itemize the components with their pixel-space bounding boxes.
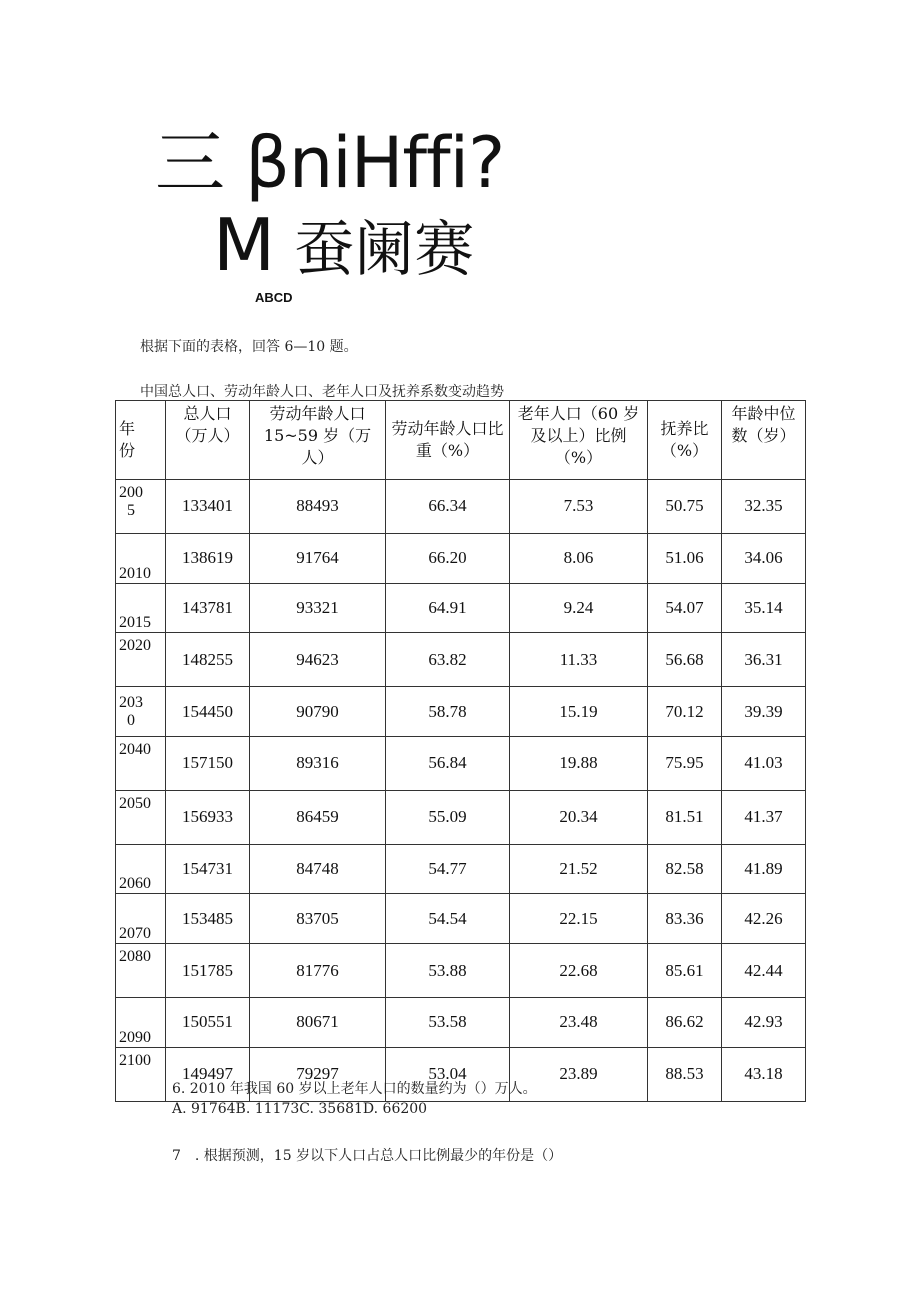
elderly-share-cell: 23.89 (510, 1047, 648, 1101)
elderly-share-cell: 11.33 (510, 633, 648, 687)
question-7: 7 . 根据预测，15 岁以下人口占总人口比例最少的年份是（） (172, 1148, 563, 1164)
header-labor-share: 劳动年龄人口比重（%） (386, 401, 510, 480)
labor-share-cell: 58.78 (386, 687, 510, 737)
labor-cell: 88493 (250, 480, 386, 534)
year-cell: 2080 (116, 944, 166, 998)
median-age-cell: 34.06 (722, 533, 806, 583)
year-cell: 2010 (116, 533, 166, 583)
year-cell: 2070 (116, 894, 166, 944)
table-header-row (116, 401, 806, 480)
dependency-cell: 70.12 (648, 687, 722, 737)
total-cell: 157150 (166, 736, 250, 790)
year-cell: 2090 (116, 997, 166, 1047)
total-cell: 150551 (166, 997, 250, 1047)
median-age-cell: 41.37 (722, 790, 806, 844)
dependency-cell: 82.58 (648, 844, 722, 894)
document-heading-line2 (213, 203, 475, 287)
dependency-cell: 51.06 (648, 533, 722, 583)
table-row (116, 944, 806, 998)
table-row (116, 790, 806, 844)
dependency-cell: 83.36 (648, 894, 722, 944)
total-cell: 154731 (166, 844, 250, 894)
labor-cell: 89316 (250, 736, 386, 790)
total-cell: 153485 (166, 894, 250, 944)
elderly-share-cell: 15.19 (510, 687, 648, 737)
labor-cell: 81776 (250, 944, 386, 998)
labor-cell: 86459 (250, 790, 386, 844)
header-median-age: 年龄中位数（岁） (722, 401, 806, 480)
heading-subtitle: ABCD (255, 290, 293, 305)
total-cell: 151785 (166, 944, 250, 998)
table-row (116, 894, 806, 944)
median-age-cell: 42.44 (722, 944, 806, 998)
labor-cell: 83705 (250, 894, 386, 944)
labor-cell: 94623 (250, 633, 386, 687)
labor-share-cell: 64.91 (386, 583, 510, 633)
median-age-cell: 36.31 (722, 633, 806, 687)
dependency-cell: 56.68 (648, 633, 722, 687)
year-cell: 2060 (116, 844, 166, 894)
dependency-cell: 86.62 (648, 997, 722, 1047)
table-row (116, 533, 806, 583)
table-row (116, 687, 806, 737)
header-total-population: 总人口（万人） (166, 401, 250, 480)
dependency-cell: 88.53 (648, 1047, 722, 1101)
labor-cell: 91764 (250, 533, 386, 583)
total-cell: 133401 (166, 480, 250, 534)
dependency-cell: 85.61 (648, 944, 722, 998)
median-age-cell: 42.93 (722, 997, 806, 1047)
total-cell: 138619 (166, 533, 250, 583)
header-labor-population: 劳动年龄人口 15~59 岁（万人） (250, 401, 386, 480)
question-6: 6. 2010 年我国 60 岁以上老年人口的数量约为（）万人。 (172, 1081, 537, 1097)
header-dependency-ratio: 抚养比（%） (648, 401, 722, 480)
total-cell: 148255 (166, 633, 250, 687)
labor-cell: 93321 (250, 583, 386, 633)
total-cell: 154450 (166, 687, 250, 737)
header-elderly-share: 老年人口（60 岁及以上）比例（%） (510, 401, 648, 480)
elderly-share-cell: 22.68 (510, 944, 648, 998)
year-cell: 2005 (116, 480, 166, 534)
labor-share-cell: 54.77 (386, 844, 510, 894)
year-cell: 2100 (116, 1047, 166, 1101)
labor-share-cell: 66.34 (386, 480, 510, 534)
table-caption: 中国总人口、劳动年龄人口、老年人口及抚养系数变动趋势 (140, 384, 504, 400)
header-year: 年份 (116, 401, 166, 480)
elderly-share-cell: 21.52 (510, 844, 648, 894)
labor-share-cell: 53.58 (386, 997, 510, 1047)
median-age-cell: 41.03 (722, 736, 806, 790)
median-age-cell: 43.18 (722, 1047, 806, 1101)
table-row (116, 480, 806, 534)
table-row (116, 633, 806, 687)
labor-cell: 80671 (250, 997, 386, 1047)
elderly-share-cell: 9.24 (510, 583, 648, 633)
heading-line2-text: 蚕阑赛 (275, 215, 475, 285)
population-table (115, 400, 806, 1102)
year-cell: 2050 (116, 790, 166, 844)
labor-cell: 84748 (250, 844, 386, 894)
labor-share-cell: 53.88 (386, 944, 510, 998)
elderly-share-cell: 20.34 (510, 790, 648, 844)
labor-share-cell: 66.20 (386, 533, 510, 583)
median-age-cell: 35.14 (722, 583, 806, 633)
dependency-cell: 50.75 (648, 480, 722, 534)
table-row (116, 844, 806, 894)
labor-share-cell: 56.84 (386, 736, 510, 790)
year-cell: 2020 (116, 633, 166, 687)
labor-share-cell: 54.54 (386, 894, 510, 944)
dependency-cell: 81.51 (648, 790, 722, 844)
median-age-cell: 42.26 (722, 894, 806, 944)
total-cell: 143781 (166, 583, 250, 633)
table-row (116, 583, 806, 633)
year-cell: 2015 (116, 583, 166, 633)
elderly-share-cell: 19.88 (510, 736, 648, 790)
dependency-cell: 75.95 (648, 736, 722, 790)
table-row (116, 997, 806, 1047)
labor-share-cell: 53.04 (386, 1047, 510, 1101)
median-age-cell: 39.39 (722, 687, 806, 737)
labor-cell: 79297 (250, 1047, 386, 1101)
labor-share-cell: 55.09 (386, 790, 510, 844)
median-age-cell: 32.35 (722, 480, 806, 534)
labor-share-cell: 63.82 (386, 633, 510, 687)
median-age-cell: 41.89 (722, 844, 806, 894)
elderly-share-cell: 7.53 (510, 480, 648, 534)
year-cell: 2040 (116, 736, 166, 790)
question-6-options: A. 91764B. 11173C. 35681D. 66200 (172, 1101, 428, 1117)
year-cell: 2030 (116, 687, 166, 737)
dependency-cell: 54.07 (648, 583, 722, 633)
elderly-share-cell: 22.15 (510, 894, 648, 944)
document-heading-line1: 三 βniHffi? (155, 122, 505, 204)
heading-letter-m: M (213, 203, 276, 287)
instruction-text: 根据下面的表格，回答 6—10 题。 (140, 339, 358, 355)
total-cell: 156933 (166, 790, 250, 844)
table-row (116, 736, 806, 790)
total-cell: 149497 (166, 1047, 250, 1101)
elderly-share-cell: 8.06 (510, 533, 648, 583)
elderly-share-cell: 23.48 (510, 997, 648, 1047)
labor-cell: 90790 (250, 687, 386, 737)
